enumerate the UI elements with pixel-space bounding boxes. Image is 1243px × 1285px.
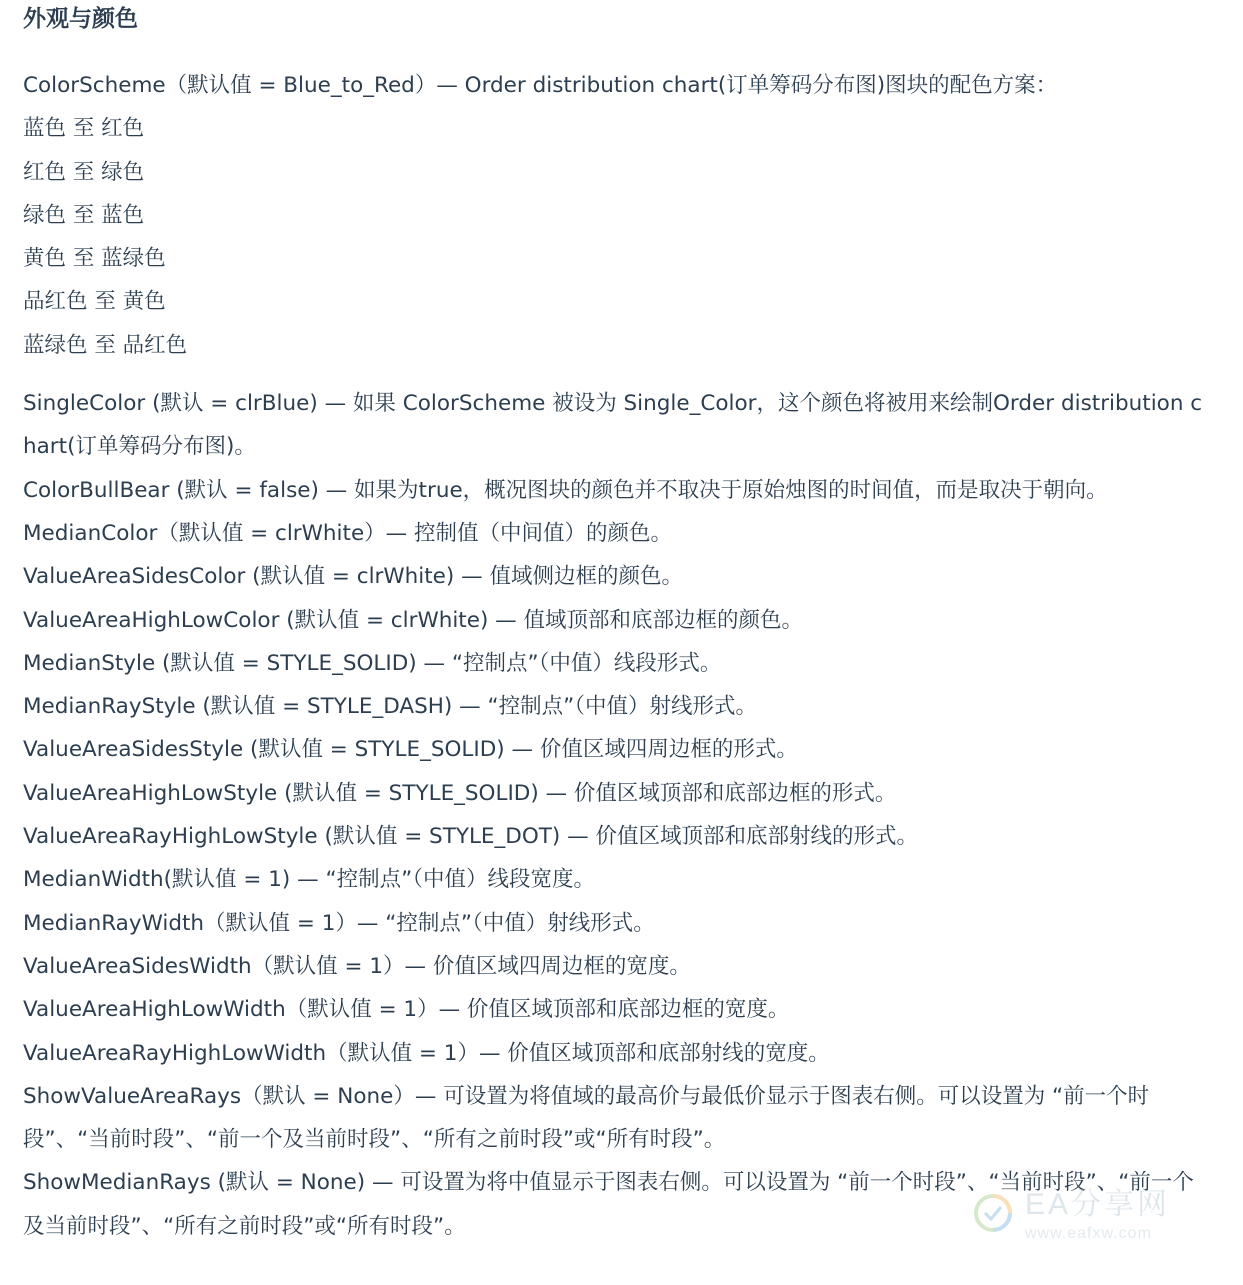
watermark-logo-icon bbox=[973, 1193, 1013, 1233]
section-heading: 外观与颜色 bbox=[23, 6, 138, 32]
color-scheme-option: 品红色 至 黄色 bbox=[23, 289, 166, 315]
color-scheme-option: 蓝色 至 红色 bbox=[23, 116, 145, 142]
article-section bbox=[23, 0, 1223, 1248]
site-watermark bbox=[973, 1187, 1213, 1247]
param-median-style: MedianStyle (默认值 = STYLE_SOLID) — “控制点”（中值）线段形式。 bbox=[23, 650, 722, 676]
param-value-area-sides-width: ValueAreaSidesWidth（默认值 = 1）— 价值区域四周边框的宽度。 bbox=[23, 953, 691, 979]
param-value-area-sides-color: ValueAreaSidesColor (默认值 = clrWhite) — 值域侧边框的颜色。 bbox=[23, 564, 683, 590]
watermark-url: www.eafxw.com bbox=[1025, 1225, 1152, 1242]
color-scheme-block bbox=[23, 64, 1223, 367]
param-show-median-rays: ShowMedianRays (默认 = None) — 可设置为将中值显示于图表右侧。可以设置为 “前一个时段”、“当前时段”、“前一个及当前时段”、“所有之前时段”或“所有时段”。 bbox=[23, 1170, 1194, 1239]
param-value-area-ray-high-low-width: ValueAreaRayHighLowWidth（默认值 = 1）— 价值区域顶部和底部射线的宽度。 bbox=[23, 1040, 830, 1066]
color-scheme-options bbox=[23, 107, 1223, 367]
color-scheme-option: 绿色 至 蓝色 bbox=[23, 202, 145, 228]
color-scheme-intro: ColorScheme（默认值 = Blue_to_Red）— Order distribution chart(订单筹码分布图)图块的配色方案： bbox=[23, 73, 1058, 98]
color-scheme-option: 黄色 至 蓝绿色 bbox=[23, 246, 166, 272]
param-median-width: MedianWidth(默认值 = 1) — “控制点”（中值）线段宽度。 bbox=[23, 867, 595, 893]
param-median-ray-width: MedianRayWidth（默认值 = 1）— “控制点”（中值）射线形式。 bbox=[23, 910, 655, 936]
param-show-value-area-rays: ShowValueAreaRays（默认 = None）— 可设置为将值域的最高价与最低价显示于图表右侧。可以设置为 “前一个时段”、“当前时段”、“前一个及当前时段”、“所有之前时段”或“所有时段”。 bbox=[23, 1083, 1150, 1153]
param-value-area-high-low-color: ValueAreaHighLowColor (默认值 = clrWhite) — 值域顶部和底部边框的颜色。 bbox=[23, 607, 804, 633]
param-value-area-high-low-width: ValueAreaHighLowWidth（默认值 = 1）— 价值区域顶部和底部边框的宽度。 bbox=[23, 997, 790, 1023]
watermark-title: EA分享网 bbox=[1025, 1188, 1171, 1221]
param-value-area-high-low-style: ValueAreaHighLowStyle (默认值 = STYLE_SOLID) — 价值区域顶部和底部边框的形式。 bbox=[23, 780, 897, 806]
param-color-bull-bear: ColorBullBear (默认 = false) — 如果为true，概况图块的颜色并不取决于原始烛图的时间值，而是取决于朝向。 bbox=[23, 477, 1108, 503]
param-value-area-ray-high-low-style: ValueAreaRayHighLowStyle (默认值 = STYLE_DOT) — 价值区域顶部和底部射线的形式。 bbox=[23, 824, 918, 850]
param-value-area-sides-style: ValueAreaSidesStyle (默认值 = STYLE_SOLID) — 价值区域四周边框的形式。 bbox=[23, 737, 798, 763]
color-scheme-option: 蓝绿色 至 品红色 bbox=[23, 332, 188, 358]
parameter-list bbox=[23, 382, 1223, 1248]
color-scheme-option: 红色 至 绿色 bbox=[23, 159, 145, 185]
param-median-ray-style: MedianRayStyle (默认值 = STYLE_DASH) — “控制点”（中值）射线形式。 bbox=[23, 694, 757, 720]
param-median-color: MedianColor（默认值 = clrWhite）— 控制值（中间值）的颜色。 bbox=[23, 520, 673, 546]
param-single-color: SingleColor (默认 = clrBlue) — 如果 ColorScheme 被设为 Single_Color，这个颜色将被用来绘制Order distribution chart(订单筹码分布图)。 bbox=[23, 391, 1203, 460]
